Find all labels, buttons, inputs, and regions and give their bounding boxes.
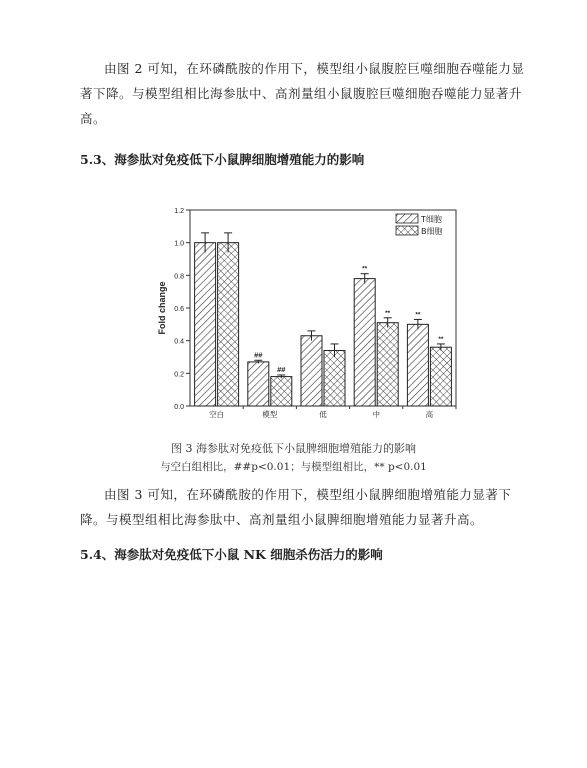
bar-t-cell <box>354 279 375 406</box>
section-heading-5-4: 5.4、海参肽对免疫低下小鼠 NK 细胞杀伤活力的影响 <box>80 547 383 562</box>
x-tick-label: 模型 <box>262 410 278 419</box>
y-tick-label: 0.8 <box>174 273 184 281</box>
y-tick-label: 1.0 <box>174 240 184 248</box>
bar-b-cell <box>430 347 451 406</box>
x-tick-label: 空白 <box>209 410 225 419</box>
y-tick-label: 0.0 <box>174 404 184 411</box>
x-tick-label: 低 <box>319 410 327 419</box>
paragraph-figure2-summary <box>80 56 525 131</box>
paragraph-1-text: 由图 2 可知，在环磷酰胺的作用下，模型组小鼠腹腔巨噬细胞吞噬能力显著下降。与模型组相比海参肽中、高剂量组小鼠腹腔巨噬细胞吞噬能力显著升高。 <box>80 61 525 126</box>
x-tick-label: 高 <box>425 410 434 419</box>
section-heading-5-3: 5.3、海参肽对免疫低下小鼠脾细胞增殖能力的影响 <box>80 152 365 167</box>
significance-marker: ** <box>362 265 368 273</box>
legend-label: B细胞 <box>421 227 443 236</box>
paragraph-2-text: 由图 3 可知，在环磷酰胺的作用下，模型组小鼠脾细胞增殖能力显著下降。与模型组相比海参肽中、高剂量组小鼠脾细胞增殖能力显著升高。 <box>80 487 512 527</box>
bar-t-cell <box>301 336 322 406</box>
paragraph-figure3-summary <box>80 482 525 532</box>
bar-t-cell <box>195 243 216 406</box>
bar-b-cell <box>377 323 398 406</box>
y-tick-label: 0.4 <box>174 338 184 346</box>
bar-b-cell <box>271 377 292 406</box>
significance-marker: ** <box>415 311 421 319</box>
bar-t-cell <box>407 324 428 406</box>
y-tick-label: 1.2 <box>174 208 184 215</box>
bar-t-cell <box>248 362 269 406</box>
bar-b-cell <box>324 350 345 406</box>
significance-marker: ** <box>385 309 391 317</box>
legend-swatch <box>396 214 418 223</box>
legend-swatch <box>396 226 418 235</box>
significance-marker: ** <box>438 335 444 343</box>
figure-caption: 图 3 海参肽对免疫低下小鼠脾细胞增殖能力的影响 <box>171 442 416 455</box>
bar-b-cell <box>218 243 239 406</box>
y-axis-label: Fold change <box>157 281 167 335</box>
y-tick-label: 0.6 <box>174 306 184 313</box>
significance-marker: ## <box>277 364 286 374</box>
x-tick-label: 中 <box>372 410 380 419</box>
figure-note: 与空白组相比，##p<0.01；与模型组相比，** p<0.01 <box>160 461 427 473</box>
bar-chart-figure3 <box>150 200 470 430</box>
significance-marker: ## <box>254 350 263 360</box>
y-tick-label: 0.2 <box>174 371 184 379</box>
legend-label: T细胞 <box>421 215 442 224</box>
